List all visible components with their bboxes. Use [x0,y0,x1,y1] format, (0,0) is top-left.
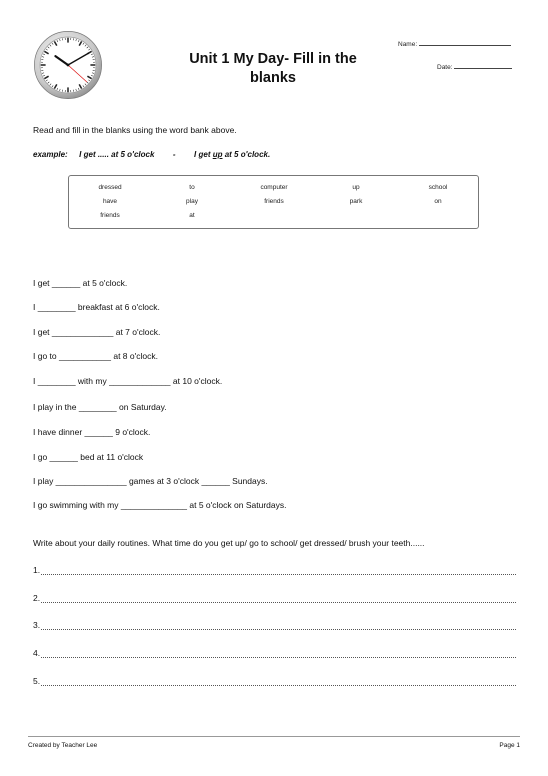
footer-page-number: Page 1 [499,742,520,749]
writing-line-number: 1. [33,565,41,575]
wall-clock-icon [33,30,103,100]
example-label: example: [33,150,68,159]
word-bank-item: at [189,212,195,219]
sentence-8[interactable]: I go ______ bed at 11 o'clock [33,452,144,462]
sentence-4[interactable]: I go to ___________ at 8 o'clock. [33,351,158,361]
dotted-rule [41,574,516,575]
word-bank-item: on [434,198,442,205]
writing-line-4[interactable] [33,648,516,660]
sentence-10[interactable]: I go swimming with my ______________ at 5 o'clock on Saturdays. [33,500,287,510]
sentence-6[interactable]: I play in the ________ on Saturday. [33,402,167,412]
example-line [33,150,270,159]
example-answer-post: at 5 o'clock. [222,150,271,159]
date-label: Date: [437,64,453,71]
word-bank [68,175,479,229]
name-field[interactable] [398,41,511,48]
sentence-1[interactable]: I get ______ at 5 o'clock. [33,278,128,288]
instructions-text: Read and fill in the blanks using the word bank above. [33,125,237,135]
dotted-rule [41,602,516,603]
writing-line-number: 4. [33,648,41,658]
page-title [168,50,378,88]
sentence-2[interactable]: I ________ breakfast at 6 o'clock. [33,302,160,312]
word-bank-item: to [189,184,195,191]
word-bank-item: friends [100,212,120,219]
writing-line-number: 2. [33,593,41,603]
word-bank-item: computer [260,184,288,191]
sentence-5[interactable]: I ________ with my _____________ at 10 o'clock. [33,376,223,386]
word-bank-item: friends [264,198,284,205]
title-line-2: blanks [250,70,296,86]
name-line[interactable] [419,45,511,46]
date-line[interactable] [454,68,512,69]
sentence-9[interactable]: I play _______________ games at 3 o'clock ______ Sundays. [33,476,268,486]
date-field[interactable] [437,64,512,71]
footer-credit: Created by Teacher Lee [28,742,98,749]
writing-line-5[interactable] [33,676,516,688]
writing-prompt: Write about your daily routines. What time do you get up/ go to school/ get dressed/ brush your teeth...... [33,538,425,548]
writing-line-3[interactable] [33,620,516,632]
example-answer-pre: I get [194,150,213,159]
writing-line-2[interactable] [33,593,516,605]
word-bank-item: dressed [98,184,122,191]
writing-line-1[interactable] [33,565,516,577]
example-dash: - [172,150,176,159]
word-bank-item: up [352,184,360,191]
word-bank-item: park [349,198,363,205]
sentence-7[interactable]: I have dinner ______ 9 o'clock. [33,427,151,437]
name-label: Name: [398,41,418,48]
footer-divider [28,736,520,737]
title-line-1: Unit 1 My Day- Fill in the [189,51,357,67]
writing-line-number: 5. [33,676,41,686]
dotted-rule [41,685,516,686]
example-sentence: I get ..... at 5 o'clock [79,150,155,159]
dotted-rule [41,657,516,658]
sentence-3[interactable]: I get _____________ at 7 o'clock. [33,327,161,337]
example-answer-word: up [212,150,223,159]
dotted-rule [41,629,516,630]
writing-line-number: 3. [33,620,41,630]
word-bank-item: play [186,198,198,205]
word-bank-item: have [102,198,118,205]
word-bank-item: school [428,184,448,191]
